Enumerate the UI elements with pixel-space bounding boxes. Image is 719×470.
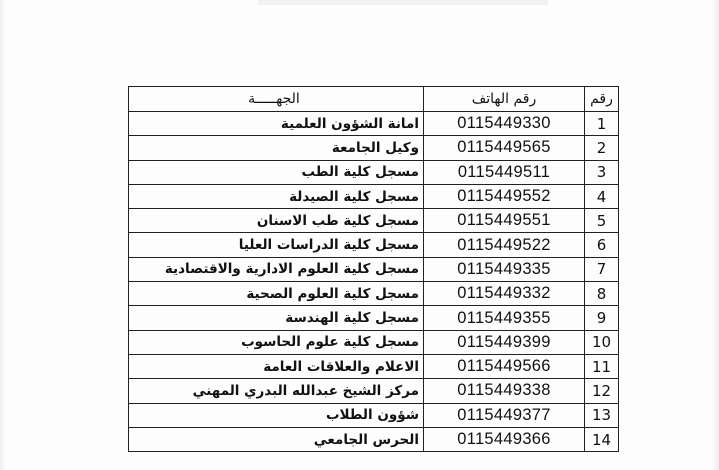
row-phone: 0115449335 bbox=[424, 257, 585, 281]
row-phone: 0115449551 bbox=[424, 209, 585, 233]
row-phone: 0115449522 bbox=[424, 233, 585, 257]
left-page-edge bbox=[0, 0, 6, 470]
row-number: 5 bbox=[585, 209, 619, 233]
row-number: 4 bbox=[585, 184, 619, 208]
row-entity: مسجل كلية الدراسات العليا bbox=[129, 233, 424, 257]
row-phone: 0115449552 bbox=[424, 184, 585, 208]
row-entity: وكيل الجامعة bbox=[129, 136, 424, 160]
table-row bbox=[129, 136, 619, 160]
row-entity: الحرس الجامعي bbox=[129, 427, 424, 451]
phone-directory-table bbox=[128, 86, 619, 452]
row-number: 6 bbox=[585, 233, 619, 257]
row-number: 3 bbox=[585, 160, 619, 184]
row-phone: 0115449366 bbox=[424, 427, 585, 451]
header-phone: رقم الهاتف bbox=[424, 87, 585, 112]
row-entity: مسجل كلية الطب bbox=[129, 160, 424, 184]
table-row bbox=[129, 209, 619, 233]
row-entity: مسجل كلية علوم الحاسوب bbox=[129, 330, 424, 354]
row-phone: 0115449332 bbox=[424, 282, 585, 306]
table-row bbox=[129, 330, 619, 354]
row-number: 2 bbox=[585, 136, 619, 160]
row-entity: مسجل كلية الهندسة bbox=[129, 306, 424, 330]
table-row bbox=[129, 184, 619, 208]
row-phone: 0115449338 bbox=[424, 379, 585, 403]
row-entity: مسجل كلية العلوم الصحية bbox=[129, 282, 424, 306]
table-row bbox=[129, 379, 619, 403]
row-entity: مسجل كلية العلوم الادارية والاقتصادية bbox=[129, 257, 424, 281]
table-row bbox=[129, 403, 619, 427]
table-row bbox=[129, 257, 619, 281]
top-shadow-bar bbox=[258, 0, 548, 5]
row-entity: امانة الشؤون العلمية bbox=[129, 112, 424, 136]
right-page-edge bbox=[711, 0, 719, 470]
table-row bbox=[129, 112, 619, 136]
row-phone: 0115449355 bbox=[424, 306, 585, 330]
header-number: رقم bbox=[585, 87, 619, 112]
row-entity: الاعلام والعلاقات العامة bbox=[129, 354, 424, 378]
row-phone: 0115449399 bbox=[424, 330, 585, 354]
table-row bbox=[129, 233, 619, 257]
row-phone: 0115449377 bbox=[424, 403, 585, 427]
row-number: 9 bbox=[585, 306, 619, 330]
row-entity: مسجل كلية طب الاسنان bbox=[129, 209, 424, 233]
table-row bbox=[129, 354, 619, 378]
table-body bbox=[129, 112, 619, 452]
row-entity: مركز الشيخ عبدالله البدري المهني bbox=[129, 379, 424, 403]
row-number: 13 bbox=[585, 403, 619, 427]
table-row bbox=[129, 306, 619, 330]
table-row bbox=[129, 282, 619, 306]
table-row bbox=[129, 160, 619, 184]
row-number: 1 bbox=[585, 112, 619, 136]
table-row bbox=[129, 427, 619, 451]
row-phone: 0115449565 bbox=[424, 136, 585, 160]
header-entity: الجهـــــة bbox=[129, 87, 424, 112]
table-header-row bbox=[129, 87, 619, 112]
row-number: 11 bbox=[585, 354, 619, 378]
row-phone: 0115449511 bbox=[424, 160, 585, 184]
row-entity: شؤون الطلاب bbox=[129, 403, 424, 427]
row-number: 12 bbox=[585, 379, 619, 403]
row-entity: مسجل كلية الصيدلة bbox=[129, 184, 424, 208]
row-phone: 0115449566 bbox=[424, 354, 585, 378]
row-number: 8 bbox=[585, 282, 619, 306]
row-number: 7 bbox=[585, 257, 619, 281]
row-number: 10 bbox=[585, 330, 619, 354]
row-number: 14 bbox=[585, 427, 619, 451]
row-phone: 0115449330 bbox=[424, 112, 585, 136]
